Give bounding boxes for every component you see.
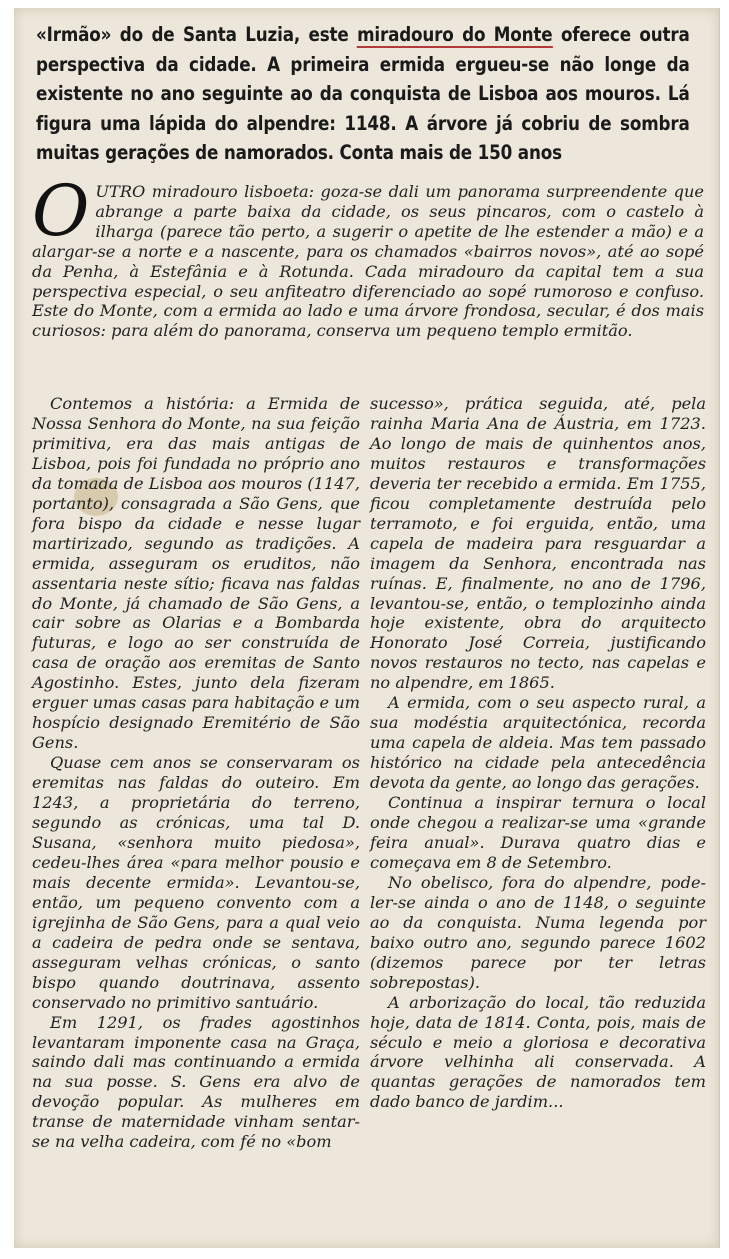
newspaper-clipping [14, 8, 720, 1248]
right-paragraph-1: sucesso», prática seguida, até, pela rainha Maria Ana de Áustria, em 1723. Ao longo de mais de quinhentos anos, muitos restauros e transformações deveria ter recebido a ermida. Em 1755, ficou completamente destruída pelo terramoto, e foi erguida, então, uma capela de madeira para resguardar a imagem da Senhora, encontrada nas ruínas. E, finalmente, no ano de 1796, levantou-se, então, o templozinho ainda hoje existente, obra do arquitecto Honorato José Correia, justificando novos restauros no tecto, nas capelas e no alpendre, em 1865. [370, 394, 706, 693]
intro-text: UTRO miradouro lisboeta: goza-se dali um panorama surpreendente que abrange a parte baixa da cidade, os seus pincaros, com o castelo à ilharga (parece tão perto, a sugerir o apetite de lhe estender a mão) e a alargar-se a norte e a nascente, para os chamados «bairros novos», até ao sopé da Penha, à Estefânia e à Rotunda. Cada miradouro da capital tem a sua perspectiva especial, o seu anfiteatro diferenciado ao sopé rumoroso e confuso. Este do Monte, com a ermida ao lado e uma árvore frondosa, secular, é dos mais curiosos: para além do panorama, conserva um pequeno templo ermitão. [32, 182, 704, 341]
right-paragraph-3: Continua a inspirar ternura o local onde chegou a realizar-se uma «grande feira anual». Durava quatro dias e começava em 8 de Setembro. [370, 793, 706, 872]
left-paragraph-2: Quase cem anos se conservaram os eremitas nas faldas do outeiro. Em 1243, a proprietária do terreno, segundo as crónicas, uma tal D. Susana, «senhora muito piedosa», cedeu-lhes área «para melhor pousio e mais decente ermida». Levantou-se, então, um pequeno convento com a igrejinha de São Gens, para a qual veio a cadeira de pedra onde se sentava, asseguram velhas crónicas, o santo bispo quando doutrinava, assento conservado no primitivo santuário. [32, 753, 360, 1012]
right-paragraph-5: A arborização do local, tão reduzida hoje, data de 1814. Conta, pois, mais de século e meio a gloriosa e decorativa árvore velhinha ali conservada. A quantas gerações de namorados tem dado banco de jardim... [370, 992, 706, 1112]
lead-paragraph [36, 20, 690, 168]
left-paragraph-3: Em 1291, os frades agostinhos levantaram imponente casa na Graça, saindo dali mas continuando a ermida na sua posse. S. Gens era alvo de devoção popular. As mulheres em transe de maternidade vinham sentar-se na velha cadeira, com fé no «bom [32, 1012, 360, 1152]
right-column [370, 394, 706, 1112]
lead-text-start: «Irmão» do de Santa Luzia, este [36, 23, 358, 46]
left-paragraph-1: Contemos a história: a Ermida de Nossa Senhora do Monte, na sua feição primitiva, era das mais antigas de Lisboa, pois foi fundada no próprio ano da tomada de Lisboa aos mouros (1147, portanto), consagrada a São Gens, que fora bispo da cidade e nesse lugar martirizado, segundo as tradições. A ermida, asseguram os eruditos, não assentaria neste sítio; ficava nas faldas do Monte, já chamado de São Gens, a cair sobre as Olarias e a Bombarda futuras, e logo ao ser construída de casa de oração aos eremitas de Santo Agostinho. Estes, junto dela fizeram erguer umas casas para habitação e um hospício designado Eremitério de São Gens. [32, 394, 361, 753]
lead-text-end: oferece outra perspectiva da cidade. A primeira ermida ergueu-se não longe da existente no ano seguinte ao da conquista de Lisboa aos mouros. Lá figura uma lápida do alpendre: 1148. A árvore já cobriu de sombra muitas gerações de namorados. Conta mais de 150 anos [36, 23, 690, 164]
left-column [32, 394, 360, 1152]
drop-cap: O [32, 170, 90, 252]
lead-highlight: miradouro do Monte [357, 23, 553, 46]
right-paragraph-2: A ermida, com o seu aspecto rural, a sua modéstia arquitectónica, recorda uma capela de aldeia. Mas tem passado histórico na cidade pela antecedência devota da gente, ao longo das gerações. [370, 693, 706, 793]
right-paragraph-4: No obelisco, fora do alpendre, pode-ler-se ainda o ano de 1148, o seguinte ao da conquista. Numa legenda por baixo outro ano, segundo parece 1602 (dizemos parece por ter letras sobrepostas). [370, 872, 706, 992]
intro-paragraph [32, 170, 704, 341]
